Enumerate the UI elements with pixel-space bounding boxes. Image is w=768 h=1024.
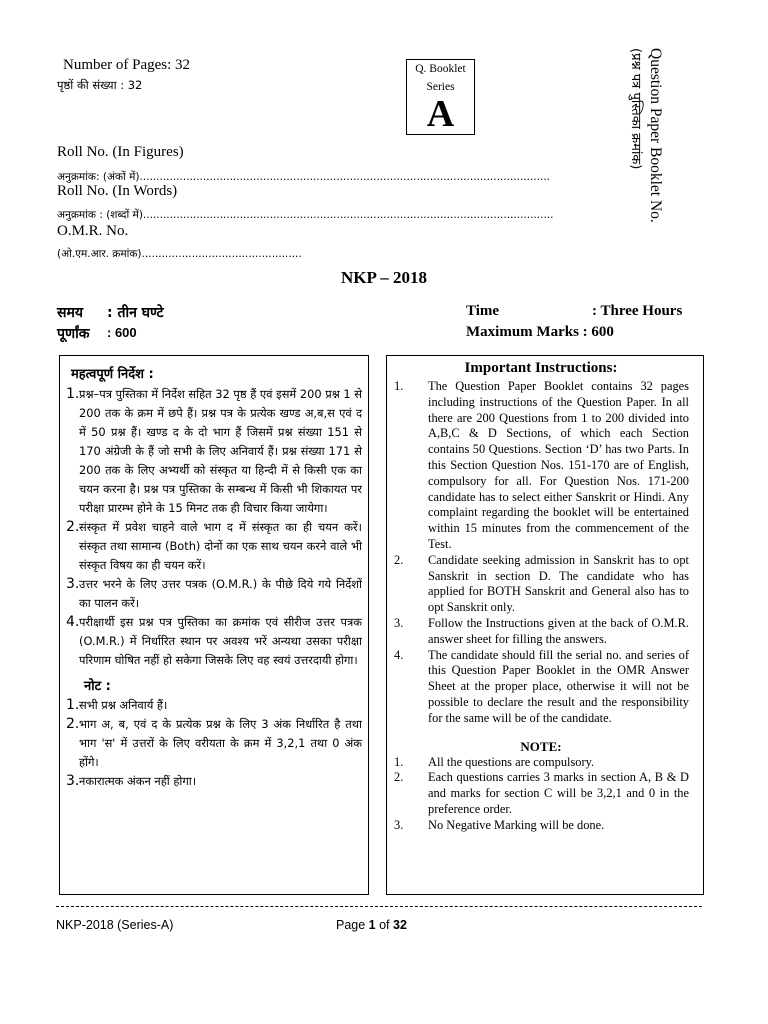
series-label-2: Series: [426, 81, 455, 93]
list-item: 2. संस्कृत में प्रवेश चाहने वाले भाग द में संस्कृत का ही चयन करें। संस्कृत तथा सामान्य (Both) दोनों का एक साथ चयन करने वाले भी संस्कृत विषय का ही चयन करें।: [66, 519, 362, 572]
page-number: Page 1 of 32: [336, 918, 407, 932]
list-item: 1. The Question Paper Booklet contains 32 pages including instructions of the Question Paper. In all there are 200 Questions from 1 to 200 divided into A,B,C & D Sections, of which each Section contains 50 Questions. Section ‘D’ has two Parts. In this Section Question Nos. 151-170 are of English, compulsory for all. For Question Nos. 171-200 candidate has to select either Sanskrit or Hindi. Any complaint regarding the booklet will be entertained within 15 minutes from the commencement of the Test.: [394, 379, 689, 551]
roll-figures-label: Roll No. (In Figures): [57, 144, 184, 160]
instructions-english-panel: [386, 355, 704, 895]
booklet-number-label-en: Question Paper Booklet No.: [647, 48, 664, 223]
time-label-en: Time: [466, 303, 500, 319]
omr-number-label: O.M.R. No.: [57, 223, 129, 239]
booklet-series-box: [406, 59, 475, 135]
series-label-1: Q. Booklet: [415, 63, 466, 75]
series-letter: A: [426, 93, 455, 135]
page-count-hi: पृष्ठों की संख्या : 32: [57, 78, 143, 92]
instructions-english-heading: Important Instructions:: [464, 360, 618, 376]
time-value-hi: : तीन घण्टे: [107, 305, 164, 321]
roll-figures-field[interactable]: अनुक्रमांक: (अंकों में)...........................................................................................................................: [57, 171, 550, 183]
list-item: 1. प्रश्न–पत्र पुस्तिका में निर्देश सहित 32 पृष्ठ हैं एवं इसमें 200 प्रश्न 1 से 200 तक के क्रम में छपे हैं। प्रश्न पत्र के प्रत्येक खण्ड अ,ब,स एवं द में 50 प्रश्न हैं। खण्ड द के दो भाग हैं जिसमें प्रश्न संख्या 151 से 170 अंग्रेजी के हैं जो सभी के लिए अनिवार्य हैं। प्रश्न संख्या 171 से 200 तक के लिए अभ्यर्थी को संस्कृत या हिन्दी में से किसी एक का चयन करना है। प्रश्न पत्र पुस्तिका के सम्बन्ध में किसी भी शिकायत पर परीक्षा प्रारम्भ होने के 15 मिनट तक ही विचार किया जायेगा।: [66, 386, 362, 515]
note-heading-en: NOTE:: [520, 738, 562, 754]
list-item: 4. परीक्षार्थी इस प्रश्न पत्र पुस्तिका का क्रमांक एवं सीरीज उत्तर पत्रक (O.M.R.) में निर्धारित स्थान पर अवश्य भरें अन्यथा उसका परीक्षा परिणाम घोषित नहीं हो सकेगा जिसके लिए वह स्वयं उत्तरदायी होगा।: [66, 614, 362, 667]
footer-divider: [56, 906, 702, 907]
time-label-hi: समय: [57, 305, 83, 321]
max-marks-en: Maximum Marks : 600: [466, 324, 614, 340]
booklet-number-label-hi: (प्रश्न पत्र पुस्तिका क्रमांक): [628, 48, 643, 170]
list-item: 1. All the questions are compulsory.: [394, 754, 595, 769]
omr-number-field[interactable]: (ओ.एम.आर. क्रमांक)................................................: [57, 248, 302, 260]
booklet-number-label: [624, 48, 672, 236]
instructions-hindi-panel: [59, 355, 369, 895]
note-heading-hi: नोट :: [84, 679, 111, 694]
roll-words-field[interactable]: अनुक्रमांक : (शब्दों में)...........................................................................................................................: [57, 209, 554, 221]
roll-words-label: Roll No. (In Words): [57, 183, 178, 199]
footer-series: NKP-2018 (Series-A): [56, 918, 174, 932]
list-item: 3. Follow the Instructions given at the back of O.M.R. answer sheet for filling the answers.: [394, 615, 689, 646]
marks-value-hi: : 600: [107, 325, 137, 340]
instructions-hindi-heading: महत्वपूर्ण निर्देश :: [71, 367, 154, 382]
list-item: 1. सभी प्रश्न अनिवार्य हैं।: [66, 697, 168, 713]
page-title: NKP – 2018: [341, 268, 427, 287]
list-item: 2. भाग अ, ब, एवं द के प्रत्येक प्रश्न के लिए 3 अंक निर्धारित है तथा भाग 'स' में उत्तरों के लिए वरीयता के क्रम में 3,2,1 तथा 0 अंक होंगे।: [66, 716, 362, 769]
list-item: 4. The candidate should fill the serial no. and series of this Question Paper Booklet in the OMR Answer Sheet at the proper place, otherwise it will not be possible to declare the result and the responsibility for the same will be of the candidate.: [394, 647, 689, 725]
list-item: 2. Candidate seeking admission in Sanskrit has to opt Sanskrit in section D. The candidate who has applied for BOTH Sanskrit and General also has to opt Sanskrit only.: [394, 552, 689, 615]
list-item: 3. उत्तर भरने के लिए उत्तर पत्रक (O.M.R.) के पीछे दिये गये निर्देशों का पालन करें।: [66, 576, 362, 610]
marks-label-hi: पूर्णांक: [57, 326, 90, 342]
list-item: 2. Each questions carries 3 marks in section A, B & D and marks for section C will be 3,2,1 and 0 in the preference order.: [394, 770, 689, 816]
time-value-en: : Three Hours: [592, 303, 683, 319]
page-count-en: Number of Pages: 32: [63, 57, 191, 73]
list-item: 3. No Negative Marking will be done.: [394, 817, 605, 832]
list-item: 3. नकारात्मक अंकन नहीं होगा।: [66, 773, 197, 789]
